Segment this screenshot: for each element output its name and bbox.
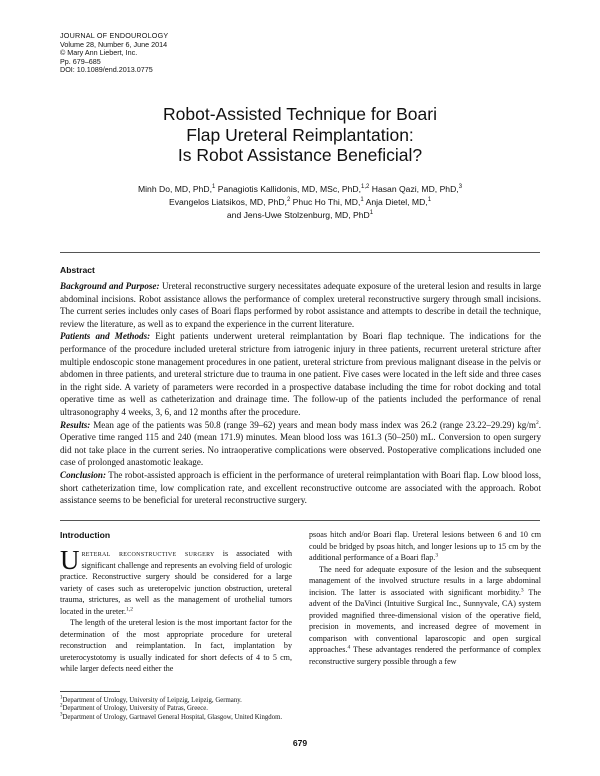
right-column [309, 529, 541, 667]
affiliation-3 [60, 714, 282, 722]
abstract-body [60, 280, 541, 507]
affiliation-mark: 1 [60, 695, 63, 701]
paragraph-text: The need for adequate exposure of the lesion and the subsequent management of the involved structure results in a large abdominal incision. The latter is associated with significant morbidity. [309, 564, 541, 597]
citation: 3 [520, 586, 524, 593]
abstract-label: Patients and Methods: [60, 331, 151, 342]
affiliation-text: Department of Urology, University of Leipzig, Leipzig, Germany. [62, 697, 242, 704]
abstract-bottom-rule [60, 520, 540, 521]
citation: 3 [435, 552, 439, 559]
author: Minh Do, MD, PhD, [137, 184, 212, 194]
affiliation-mark: 1 [360, 197, 364, 204]
affiliation-mark: 2 [60, 704, 63, 710]
affiliation-2 [60, 705, 282, 713]
abstract-background [60, 280, 541, 330]
left-column [60, 545, 292, 675]
intro-paragraph-1 [60, 545, 292, 617]
title-line-3: Is Robot Assistance Beneficial? [177, 145, 423, 165]
affiliation-text: Department of Urology, Gartnavel General Hospital, Glasgow, United Kingdom. [62, 713, 283, 721]
abstract-results [60, 419, 541, 469]
author: Phuc Ho Thi, MD, [290, 197, 361, 207]
author-list [60, 183, 540, 222]
abstract-label: Background and Purpose: [60, 281, 160, 291]
paragraph-text: The advent of the DaVinci (Intuitive Surgical Inc., Sunnyvale, CA) system provided magnified three-dimensional vision of the operative field, precision in movements, and increased degree of movement in comparison with conventional laparoscopic and open surgical approaches. [309, 587, 541, 654]
abstract-top-rule [60, 252, 540, 253]
journal-pages: Pp. 679–685 [60, 56, 101, 66]
page-number: 679 [292, 738, 308, 748]
affiliations [60, 697, 282, 722]
footnote-rule [60, 691, 120, 692]
abstract-label: Conclusion: [60, 469, 106, 480]
paragraph-text: is associated with significant challenge and represents an evolving field of urologic practice. Reconstructive surgery should be considered for a large variety of cases such as ureteropelvic junction obstruction, ureteral trauma, strictures, as well as the management of urothelial tumors located in the ureter. [60, 549, 292, 616]
title-line-1: Robot-Assisted Technique for Boari [163, 104, 437, 124]
abstract-heading: Abstract [60, 265, 95, 275]
author: Evangelos Liatsikos, MD, PhD, [168, 197, 287, 207]
superscript: 2 [535, 419, 539, 426]
affiliation-mark: 1 [427, 197, 432, 204]
affiliation-mark: 2 [286, 197, 291, 204]
abstract-text: Eight patients underwent ureteral reimplantation by Boari flap technique. The indications for the performance of the procedure included ureteral stricture from iatrogenic injury in three patients, recurrent ureteral stricture after multiple endoscopic stone management procedures in one patient, ureteral stricture from previous malignant disease in the pelvis or abdomen in three patients, and ureteral stricture due to trauma in one patient. Five cases were located in the left side and three cases in the right side. A variety of parameters were recorded in a prospective database including the time for robot docking and total operative time as well as catheterization and drainage time. The follow-up of the patients included the performance of renal ultrasonography 4 weeks, 3, 6, and 12 months after the procedure. [60, 331, 541, 417]
affiliation-mark: 1,2 [361, 184, 370, 191]
paragraph-text: psoas hitch and/or Boari flap. Ureteral lesions between 6 and 10 cm could be bridged by psoas hitch, and longer lesions up to 15 cm by the additional performance of a Boari flap. [309, 530, 541, 562]
lead-in: reteral reconstructive surgery [81, 549, 215, 558]
title-line-2: Flap Ureteral Reimplantation: [186, 124, 414, 145]
intro-paragraph-3 [309, 529, 541, 564]
author: Panagiotis Kallidonis, MD, MSc, PhD, [215, 184, 362, 194]
affiliation-mark: 3 [458, 184, 463, 191]
affiliation-mark: 3 [60, 712, 63, 718]
journal-name: JOURNAL OF ENDOUROLOGY [60, 31, 169, 40]
intro-paragraph-2 [60, 617, 292, 675]
author-line-1 [60, 183, 540, 196]
abstract-text: The robot-assisted approach is efficient in the performance of ureteral reimplantation with Boari flap. Low blood loss, short catheterization time, low complication rate, and excellent reconstructive outcome are associated with the approach. Robot assistance seems to be beneficial for ureteral reconstructive surgery. [60, 469, 541, 506]
abstract-text: . Operative time ranged 115 and 240 (mean 171.9) minutes. Mean blood loss was 161.3 (50–250) mL. Conversion to open surgery did not take place in the current series. No intraoperative complications were observed. Postoperative complications included one case of prolonged anastomotic leakage. [60, 419, 541, 468]
abstract-methods [60, 330, 541, 418]
affiliation-mark: 1 [369, 210, 374, 217]
affiliation-mark: 1 [212, 184, 216, 191]
drop-cap: U [60, 545, 80, 575]
author: Anja Dietel, MD, [363, 197, 428, 207]
citation: 4 [347, 644, 351, 651]
journal-volume: Volume 28, Number 6, June 2014 [60, 39, 168, 49]
abstract-text: Mean age of the patients was 50.8 (range 39–62) years and mean body mass index was 26.2 (range 23.22–29.29) kg/m [90, 419, 536, 430]
author: Hasan Qazi, MD, PhD, [369, 184, 459, 194]
journal-header [60, 32, 168, 75]
author-line-3 [60, 209, 540, 222]
paragraph-text: The length of the ureteral lesion is the most important factor for the determination of the most appropriate procedure for ureteral reconstruction and reimplantation. In fact, implantation by ureterocystotomy is usually indicated for short defects of 4 to 5 cm, while larger defects need either the [60, 618, 292, 673]
journal-doi: DOI: 10.1089/end.2013.0775 [60, 65, 153, 75]
affiliation-text: Department of Urology, University of Patras, Greece. [62, 705, 208, 713]
journal-copyright: © Mary Ann Liebert, Inc. [60, 48, 138, 58]
author-line-2 [60, 196, 540, 209]
author: and Jens-Uwe Stolzenburg, MD, PhD [226, 210, 370, 220]
introduction-heading: Introduction [60, 530, 111, 540]
abstract-label: Results: [60, 419, 91, 430]
paragraph-text: These advantages rendered the performance of complex reconstructive surgery possible through a few [309, 645, 541, 666]
citation: 1,2 [126, 605, 133, 612]
abstract-text: Ureteral reconstructive surgery necessitates adequate exposure of the ureteral lesion and results in large abdominal incisions. Robot assistance allows the performance of complex ureteral reconstructive surgery through small incisions. The current series includes only cases of Boari flaps performed by robot assistance and attempts to describe in detail the technique, review the literature, as well as to expand the experience in the current literature. [60, 281, 541, 329]
intro-paragraph-4 [309, 564, 541, 668]
article-title [60, 104, 540, 166]
abstract-conclusion [60, 469, 541, 507]
